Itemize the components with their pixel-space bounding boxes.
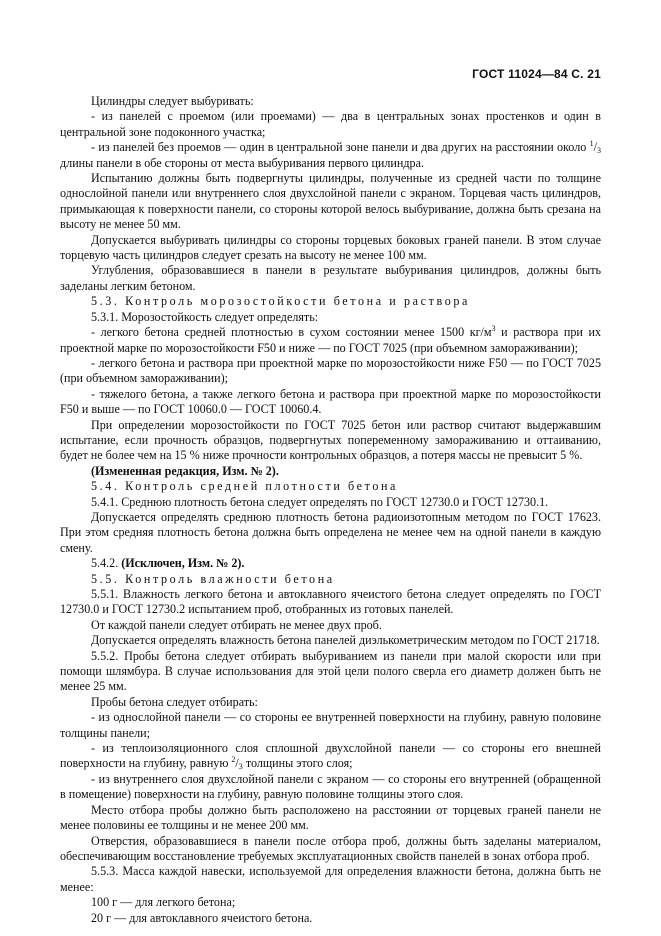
paragraph: Испытанию должны быть подвергнуты цилиндры, полученные из средней части по толщине однослойной панели или внутреннего слоя двухслойной панели с экраном. Торцевая часть цилиндров, примыкающая к поверхности панели, со стороны которой велось выбуривание, должна быть срезана на высоту не менее 50 мм. — [60, 171, 601, 232]
paragraph: Допускается определять среднюю плотность бетона радиоизотопным методом по ГОСТ 17623. При этом средняя плотность бетона должна быть определена не менее чем на одной панели в каждую смену. — [60, 509, 601, 555]
paragraph: - из внутреннего слоя двухслойной панели с экраном — со стороны его внутренней (обращенной в помещение) поверхности на глубину, равную половине толщины этого слоя. — [60, 771, 601, 802]
paragraph: Допускается выбуривать цилиндры со стороны торцевых боковых граней панели. В этом случае торцевую часть цилиндров следует срезать на высоту не менее 100 мм. — [60, 232, 601, 263]
paragraph: Цилиндры следует выбуривать: — [91, 94, 254, 108]
section-heading: 5.3. Контроль морозостойкости бетона и раствора — [91, 294, 470, 309]
paragraph-excluded — [60, 556, 601, 571]
paragraph: Пробы бетона следует отбирать: — [91, 694, 258, 709]
paragraph-with-fraction — [60, 140, 601, 171]
paragraph: От каждой панели следует отбирать не менее двух проб. — [91, 617, 382, 632]
paragraph: 5.5.3. Масса каждой навески, используемой для определения влажности бетона, должна быть не менее: — [60, 864, 601, 894]
paragraph: При определении морозостойкости по ГОСТ 7025 бетон или раствор считают выдержавшим испытание, если прочность образцов, подвергнутых попеременному замораживанию и оттаиванию, будет не более чем на 15 % ниже прочности контрольных образцов, а потеря массы не превысит 5 %. — [60, 417, 601, 463]
paragraph: - легкого бетона и раствора при проектной марке по морозостойкости ниже F50 — по ГОСТ 7025 (при объемном замораживании); — [60, 355, 601, 386]
paragraph: 5.5.2. Пробы бетона следует отбирать выбуриванием из панели при малой скорости или при помощи шлямбура. В случае использования для этой цели полого сверла его диаметр должен быть не менее 25 мм. — [60, 648, 601, 694]
paragraph: 5.5.1. Влажность легкого бетона и автоклавного ячеистого бетона следует определять по ГОСТ 12730.0 и ГОСТ 12730.2 испытанием проб, отобранных из готовых панелей. — [60, 587, 601, 617]
fraction-denominator: 3 — [238, 762, 243, 772]
paragraph: 5.4.1. Среднюю плотность бетона следует определять по ГОСТ 12730.0 и ГОСТ 12730.1. — [91, 494, 549, 509]
paragraph: - из однослойной панели — со стороны ее внутренней поверхности на глубину, равную половине толщины панели; — [60, 710, 601, 740]
paragraph: - из панелей с проемом (или проемами) — два в центральных зонах простенков и один в центральной зоне подоконного участка; — [60, 109, 601, 139]
fraction-slash: / — [235, 756, 239, 771]
clause-number: 5.4.2. — [91, 556, 122, 571]
document-body — [60, 94, 601, 926]
paragraph-with-fraction — [60, 741, 601, 772]
section-heading: 5.5. Контроль влажности бетона — [91, 571, 335, 586]
paragraph: Отверстия, образовавшиеся в панели после отбора проб, должны быть заделаны материалом, обеспечивающим восстановление требуемых эксплуатационных свойств панелей в зонах отбора проб. — [60, 833, 601, 863]
paragraph-with-superscript — [60, 325, 601, 356]
paragraph-text: - из панелей без проемов — один в центральной зоне панели и два других на расстоянии около — [91, 140, 587, 155]
paragraph: Допускается определять влажность бетона панелей диэлькометрическим методом по ГОСТ 21718. — [91, 633, 600, 648]
amendment-note: (Измененная редакция, Изм. № 2). — [91, 463, 279, 478]
paragraph-text: толщины этого слоя; — [242, 756, 353, 771]
paragraph: Место отбора пробы должно быть расположено на расстоянии от торцевых граней панели не менее половины ее толщины и не менее 200 мм. — [60, 802, 601, 833]
paragraph-text: - легкого бетона средней плотностью в сухом состоянии менее 1500 кг/м — [91, 325, 492, 340]
fraction-numerator: 2 — [231, 755, 236, 765]
superscript-cube: 3 — [491, 324, 496, 334]
excluded-note: (Исключен, Изм. № 2). — [121, 556, 245, 571]
fraction-numerator: 1 — [589, 139, 594, 149]
paragraph-text: и раствора при их проектной марке по морозостойкости F50 и ниже — по ГОСТ 7025 (при объемном замораживании); — [60, 325, 601, 355]
paragraph: 5.3.1. Морозостойкость следует определять: — [91, 309, 319, 324]
paragraph: Углубления, образовавшиеся в панели в результате выбуривания цилиндров, должны быть заделаны легким бетоном. — [60, 263, 601, 293]
paragraph: 100 г — для легкого бетона; — [91, 895, 236, 910]
page-header: ГОСТ 11024—84 С. 21 — [472, 67, 601, 81]
paragraph-text: длины панели в обе стороны от места выбуривания первого цилиндра. — [60, 155, 424, 170]
fraction-slash: / — [593, 140, 597, 155]
fraction-denominator: 3 — [596, 146, 601, 156]
paragraph-text: - из теплоизоляционного слоя сплошной двухслойной панели — со стороны его внешней поверхности на глубину, равную — [60, 741, 601, 771]
section-heading: 5.4. Контроль средней плотности бетона — [91, 479, 399, 494]
paragraph: 20 г — для автоклавного ячеистого бетона. — [91, 910, 313, 925]
paragraph: - тяжелого бетона, а также легкого бетона и раствора при проектной марке по морозостойкости F50 и выше — по ГОСТ 10060.0 — ГОСТ 10060.4. — [60, 386, 601, 417]
